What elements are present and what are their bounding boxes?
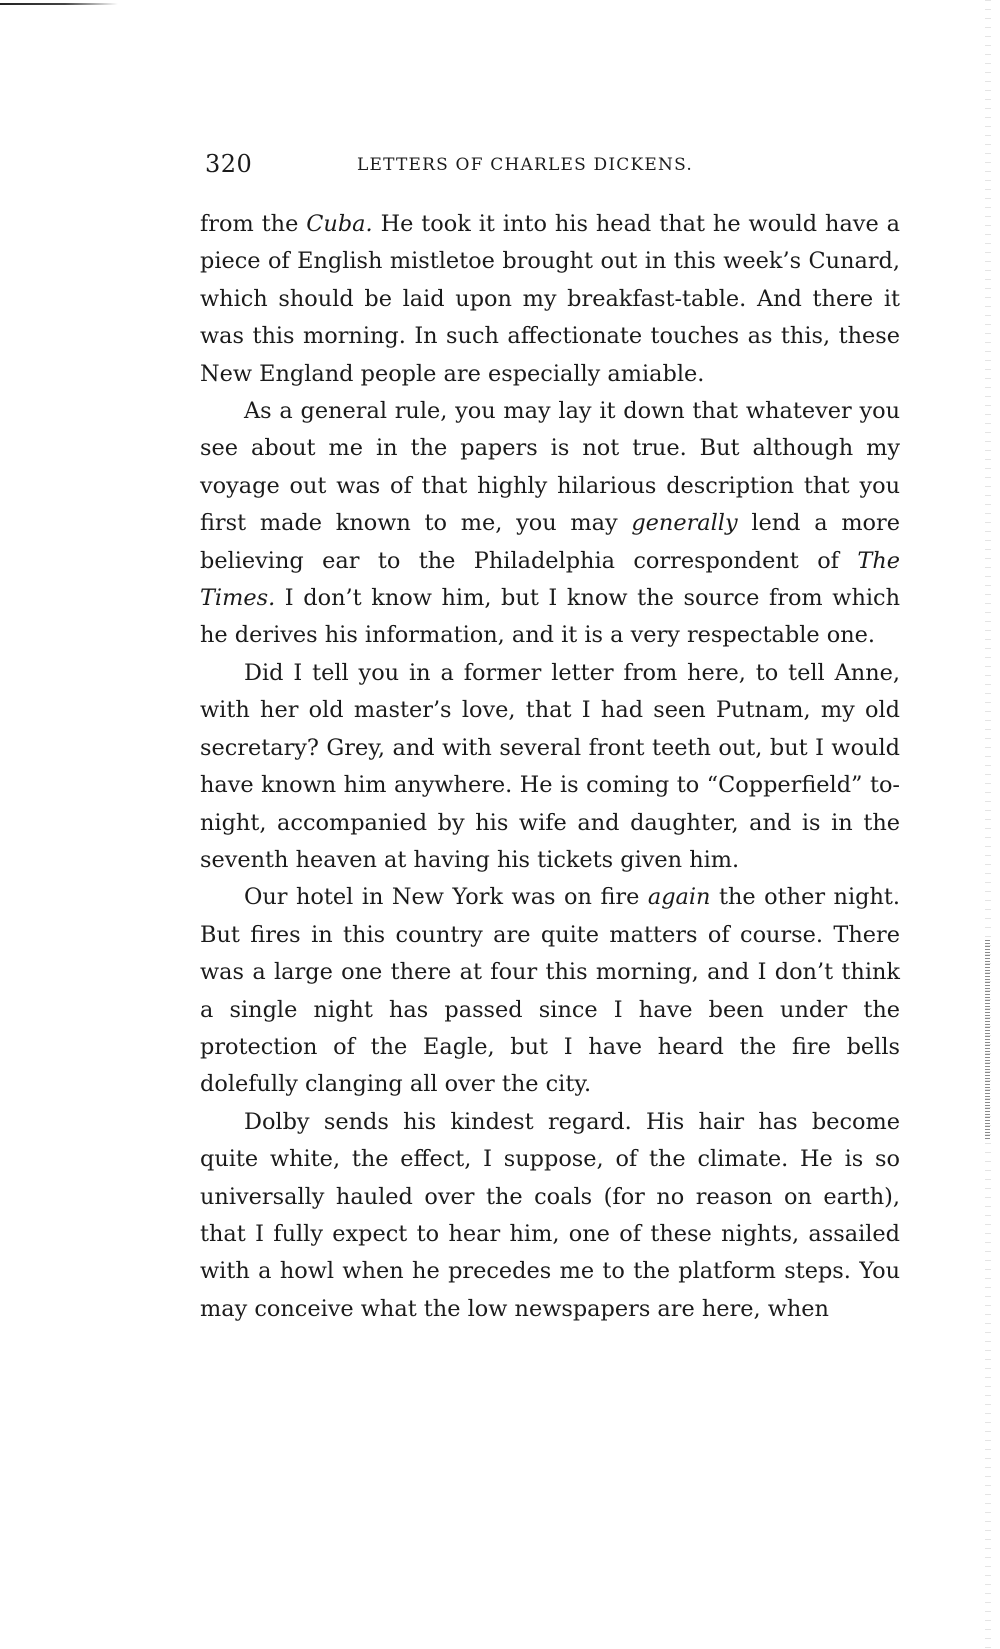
text-run: Dolby sends his kindest regard. His hair has become quite white, the effect, I suppose, of the climate. He is so universally hauled over the coals (for no reason on earth), that I fully expect to hear him, one of these nights, assailed with a howl when he precedes me to the platform steps. You may conceive what the low newspapers are here, when	[200, 1108, 900, 1322]
running-head: LETTERS OF CHARLES DICKENS.	[357, 155, 693, 175]
paragraph	[200, 393, 900, 655]
text-run: the other night. But fires in this country are quite matters of course. There was a large one there at four this morning, and I don’t think a single night has passed since I have been under the protection of the Eagle, but I have heard the fire bells dolefully clanging all over the city.	[200, 884, 900, 1098]
italic-text: Cuba.	[306, 211, 373, 237]
scan-edge-mark	[0, 3, 118, 5]
italic-text: generally	[631, 510, 738, 537]
italic-text: again	[647, 884, 711, 911]
paragraph	[200, 206, 900, 393]
page-number: 320	[205, 150, 253, 178]
paragraph	[200, 1104, 900, 1328]
letter-body	[200, 206, 900, 1328]
text-run: Our hotel in New York was on fire	[244, 884, 648, 911]
text-run: As a general rule, you may lay it down that whatever you see about me in the papers is not true. But although my voyage out was of that highly hilarious description that you first made known to me, you may	[200, 398, 900, 537]
paragraph	[200, 655, 900, 879]
text-run: Did I tell you in a former letter from here, to tell Anne, with her old master’s love, that I had seen Putnam, my old secretary? Grey, and with several front teeth out, but I would have known him anywhere. He is coming to “Copperfield” to-night, accompanied by his wife and daughter, and is in the seventh heaven at having his tickets given him.	[200, 659, 900, 873]
paragraph	[200, 879, 900, 1103]
text-run: lend a more believing ear to the Philadelphia correspondent of	[200, 510, 900, 574]
text-run: I don’t know him, but I know the source from which he derives his information, and it is a very respectable one.	[200, 585, 900, 649]
page-header	[205, 150, 905, 184]
page-gutter-dense-shadow	[985, 940, 990, 1140]
text-run: from the	[200, 211, 307, 237]
text-run: He took it into his head that he would have a piece of English mistletoe brought out in this week’s Cunard, which should be laid upon my breakfast-table. And there it was this morning. In such affectionate touches as this, these New England people are especially amiable.	[200, 211, 900, 387]
italic-text: The Times.	[200, 547, 900, 612]
page-gutter-shadow	[985, 0, 991, 1649]
